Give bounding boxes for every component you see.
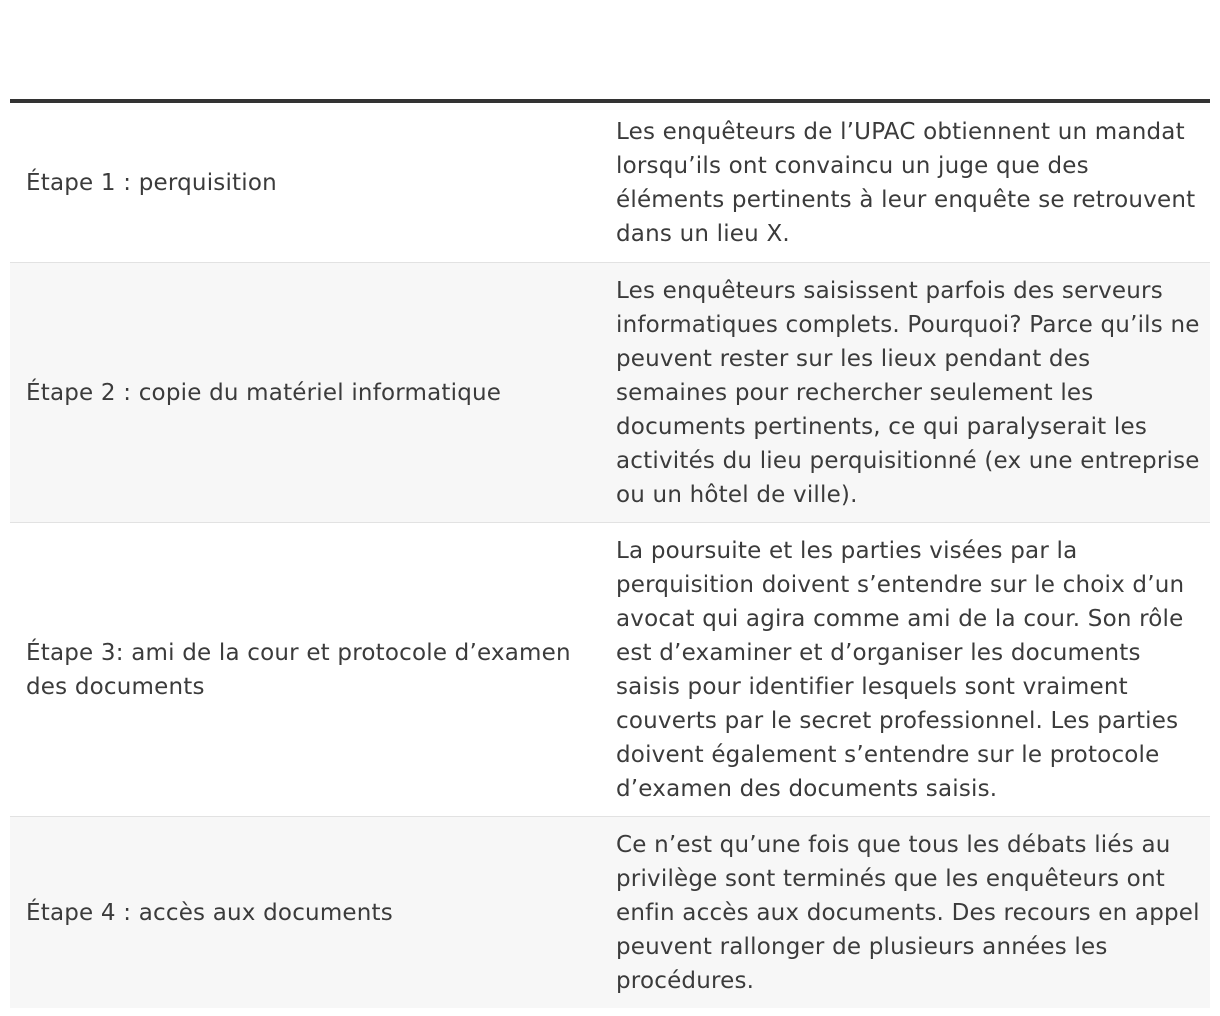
step-label: Étape 1 : perquisition: [10, 101, 600, 263]
step-description: Les enquêteurs de l’UPAC obtiennent un mandat lorsqu’ils ont convaincu un juge que des éléments pertinents à leur enquête se retrouvent dans un lieu X.: [600, 101, 1210, 263]
step-label: Étape 3: ami de la cour et protocole d’examen des documents: [10, 523, 600, 817]
step-label: Étape 2 : copie du matériel informatique: [10, 263, 600, 523]
table-row: [10, 523, 1210, 817]
steps-table: [10, 99, 1210, 1008]
table-row: [10, 263, 1210, 523]
step-description: La poursuite et les parties visées par la perquisition doivent s’entendre sur le choix d’un avocat qui agira comme ami de la cour. Son rôle est d’examiner et d’organiser les documents saisis pour identifier lesquels sont vraiment couverts par le secret professionnel. Les parties doivent également s’entendre sur le protocole d’examen des documents saisis.: [600, 523, 1210, 817]
table-row: [10, 101, 1210, 263]
step-description: Ce n’est qu’une fois que tous les débats liés au privilège sont terminés que les enquêteurs ont enfin accès aux documents. Des recours en appel peuvent rallonger de plusieurs années les procédures.: [600, 817, 1210, 1009]
step-description: Les enquêteurs saisissent parfois des serveurs informatiques complets. Pourquoi? Parce qu’ils ne peuvent rester sur les lieux pendant des semaines pour rechercher seulement les documents pertinents, ce qui paralyserait les activités du lieu perquisitionné (ex une entreprise ou un hôtel de ville).: [600, 263, 1210, 523]
step-label: Étape 4 : accès aux documents: [10, 817, 600, 1009]
steps-table-container: [10, 99, 1210, 1008]
table-row: [10, 817, 1210, 1009]
